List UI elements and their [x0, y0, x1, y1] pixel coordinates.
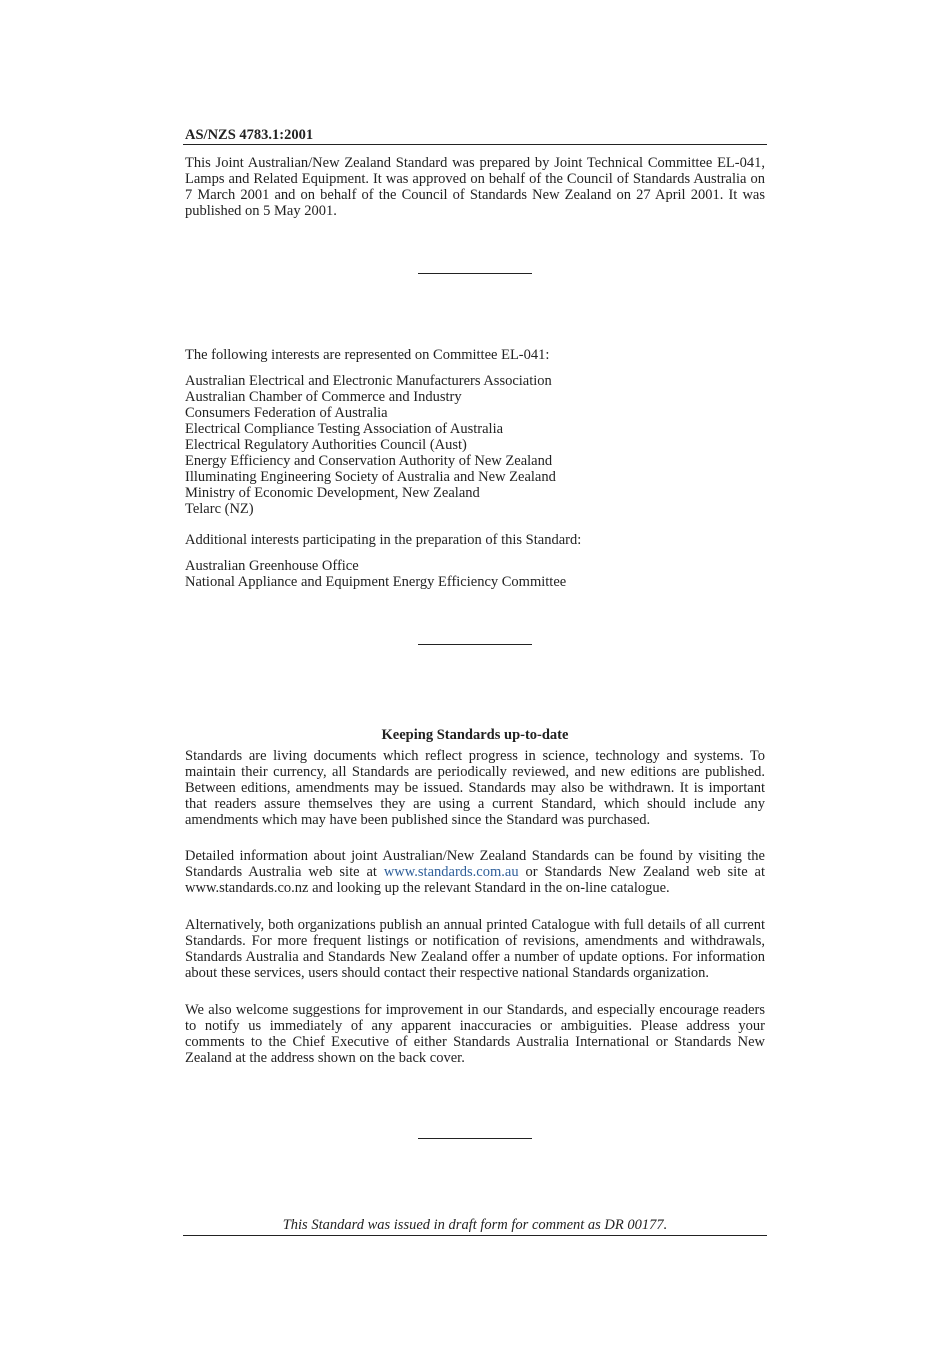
list-item: Energy Efficiency and Conservation Authority of New Zealand [185, 453, 553, 469]
paragraph-text: Detailed information about joint Australian/New Zealand Standards can be found by visiting the Standards Australia web site at [185, 848, 765, 880]
committee-intro: The following interests are represented on Committee EL-041: [185, 347, 550, 363]
list-item: National Appliance and Equipment Energy Efficiency Committee [185, 574, 567, 590]
committee-members-list [185, 373, 765, 517]
list-item: Consumers Federation of Australia [185, 405, 388, 421]
header-rule [183, 144, 767, 145]
section-divider [418, 273, 532, 274]
keeping-standards-heading: Keeping Standards up-to-date [381, 727, 569, 743]
list-item: Ministry of Economic Development, New Zealand [185, 485, 480, 501]
paragraph-text: or Standards New Zealand web site at www.standards.co.nz and looking up the relevant Standard in the on-line catalogue. [185, 864, 765, 896]
standards-australia-link[interactable]: www.standards.com.au [383, 864, 519, 880]
keeping-paragraph-4: We also welcome suggestions for improvement in our Standards, and especially encourage readers to notify us immediately of any apparent inaccuracies or ambiguities. Please address your comments to the Chief Executive of either Standards Australia International or Standards New Zealand at the address shown on the back cover. [185, 1002, 765, 1066]
list-item: Electrical Regulatory Authorities Council (Aust) [185, 437, 467, 453]
list-item: Australian Electrical and Electronic Manufacturers Association [185, 373, 552, 389]
list-item: Australian Greenhouse Office [185, 558, 359, 574]
keeping-paragraph-2 [185, 848, 765, 896]
additional-interests-intro: Additional interests participating in the preparation of this Standard: [185, 532, 582, 548]
keeping-paragraph-1: Standards are living documents which reflect progress in science, technology and systems. To maintain their currency, all Standards are periodically reviewed, and new editions are published. Between editions, amendments may be issued. Standards may also be withdrawn. It is important that readers assure themselves they are using a current Standard, which should include any amendments which may have been published since the Standard was purchased. [185, 748, 765, 828]
list-item: Australian Chamber of Commerce and Industry [185, 389, 462, 405]
list-item: Illuminating Engineering Society of Australia and New Zealand [185, 469, 556, 485]
keeping-paragraph-3: Alternatively, both organizations publish an annual printed Catalogue with full details of all current Standards. For more frequent listings or notification of revisions, amendments and withdrawals, Standards Australia and Standards New Zealand offer a number of update options. For information about these services, users should contact their respective national Standards organization. [185, 917, 765, 981]
approval-paragraph: This Joint Australian/New Zealand Standard was prepared by Joint Technical Committee EL-041, Lamps and Related Equipment. It was approved on behalf of the Council of Standards Australia on 7 March 2001 and on behalf of the Council of Standards New Zealand on 27 April 2001. It was published on 5 May 2001. [185, 155, 765, 219]
draft-note: This Standard was issued in draft form for comment as DR 00177. [282, 1217, 668, 1233]
additional-interests-list [185, 558, 765, 590]
list-item: Electrical Compliance Testing Association of Australia [185, 421, 504, 437]
section-divider [418, 644, 532, 645]
list-item: Telarc (NZ) [185, 501, 254, 517]
footer-rule [183, 1235, 767, 1236]
standard-code: AS/NZS 4783.1:2001 [185, 127, 314, 143]
section-divider [418, 1138, 532, 1139]
